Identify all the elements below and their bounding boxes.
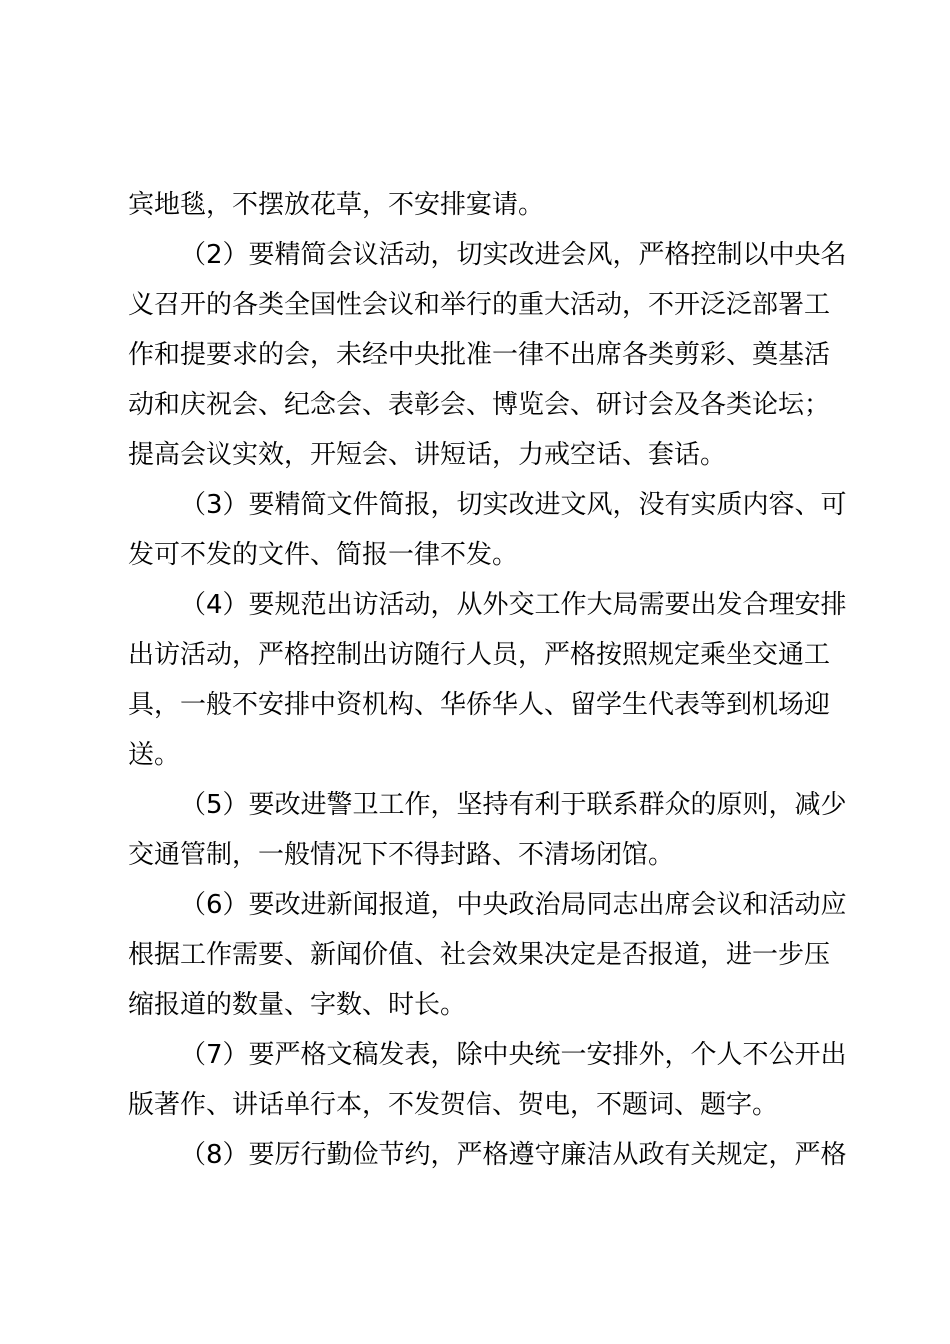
- text-line: 义召开的各类全国性会议和举行的重大活动，不开泛泛部署工: [128, 290, 831, 320]
- text-line: 宾地毯，不摆放花草，不安排宴请。: [128, 190, 545, 220]
- text-line: 出访活动，严格控制出访随行人员，严格按照规定乘坐交通工: [128, 640, 831, 670]
- text-line: 具，一般不安排中资机构、华侨华人、留学生代表等到机场迎: [128, 690, 831, 720]
- paragraph-2-line: （2）要精简会议活动，切实改进会风，严格控制以中央名: [180, 240, 847, 270]
- text-line: 作和提要求的会，未经中央批准一律不出席各类剪彩、奠基活: [128, 340, 831, 370]
- paragraph-4-line: （4）要规范出访活动，从外交工作大局需要出发合理安排: [180, 590, 847, 620]
- paragraph-5-line: （5）要改进警卫工作，坚持有利于联系群众的原则，减少: [180, 790, 847, 820]
- text-line: 版著作、讲话单行本，不发贺信、贺电，不题词、题字。: [128, 1090, 779, 1120]
- text-line: 提高会议实效，开短会、讲短话，力戒空话、套话。: [128, 440, 727, 470]
- paragraph-8-line: （8）要厉行勤俭节约，严格遵守廉洁从政有关规定，严格: [180, 1140, 847, 1170]
- text-line: 缩报道的数量、字数、时长。: [128, 990, 467, 1020]
- text-line: 根据工作需要、新闻价值、社会效果决定是否报道，进一步压: [128, 940, 831, 970]
- text-line: 交通管制，一般情况下不得封路、不清场闭馆。: [128, 840, 675, 870]
- paragraph-6-line: （6）要改进新闻报道，中央政治局同志出席会议和活动应: [180, 890, 847, 920]
- text-line: 发可不发的文件、简报一律不发。: [128, 540, 519, 570]
- text-line: 动和庆祝会、纪念会、表彰会、博览会、研讨会及各类论坛；: [128, 390, 831, 420]
- text-line: 送。: [128, 740, 181, 770]
- paragraph-3-line: （3）要精简文件简报，切实改进文风，没有实质内容、可: [180, 490, 847, 520]
- paragraph-7-line: （7）要严格文稿发表，除中央统一安排外，个人不公开出: [180, 1040, 847, 1070]
